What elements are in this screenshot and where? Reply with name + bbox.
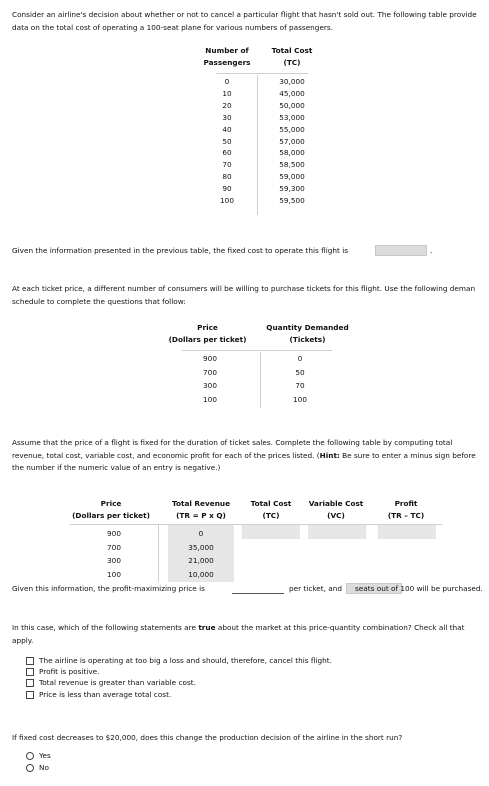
cost-passengers-cell: 50 bbox=[222, 136, 232, 146]
assume-line-1: Assume that the price of a flight is fixed for the duration of ticket sales. Complete the following table by computing total bbox=[12, 438, 453, 447]
statement-option-label: Price is less than average total cost. bbox=[39, 689, 172, 699]
passengers-header: Number of Passengers bbox=[203, 46, 251, 67]
hint-label: Hint: bbox=[319, 450, 340, 460]
cost-total-cell: 58,500 bbox=[279, 160, 305, 170]
radio-yes[interactable] bbox=[26, 752, 34, 760]
radio-no[interactable] bbox=[26, 764, 34, 772]
total-revenue-cell: 35,000 bbox=[188, 542, 214, 552]
statement-checkbox[interactable] bbox=[26, 668, 34, 676]
cost-passengers-cell: 60 bbox=[222, 148, 232, 158]
demand-qty-cell: 50 bbox=[295, 367, 305, 377]
vc-input-cell[interactable] bbox=[308, 555, 366, 566]
fixed-cost-prompt: Given the information presented in the previous table, the fixed cost to operate this flight is bbox=[12, 246, 349, 255]
fixed-cost-input[interactable] bbox=[375, 245, 427, 256]
tc-input-cell[interactable] bbox=[242, 569, 300, 580]
profit-price-cell: 900 bbox=[107, 529, 121, 538]
intro-text bbox=[12, 9, 487, 34]
fixed-decrease-question: If fixed cost decreases to $20,000, does this change the production decision of the airline in the short run? bbox=[12, 733, 403, 742]
radio-no-label: No bbox=[39, 763, 49, 772]
total-revenue-cell: 21,000 bbox=[188, 556, 214, 566]
statement-option-label: The airline is operating at too big a loss and should, therefore, cancel this flight. bbox=[39, 656, 332, 665]
statement-option-label: Profit is positive. bbox=[39, 667, 100, 677]
cost-passengers-cell: 10 bbox=[222, 88, 232, 98]
vc-input-cell[interactable] bbox=[308, 527, 366, 540]
cost-passengers-cell: 0 bbox=[224, 77, 230, 86]
demand-intro-line-1: At each ticket price, a different number of consumers will be willing to purchase tickets for this flight. Use the following deman bbox=[12, 284, 476, 293]
vc-input-cell[interactable] bbox=[308, 542, 366, 553]
demand-intro-line-2: schedule to complete the questions that follow: bbox=[12, 296, 186, 306]
profit-price-cell: 700 bbox=[107, 542, 121, 552]
cost-passengers-cell: 90 bbox=[222, 184, 232, 194]
cost-passengers-cell: 70 bbox=[222, 160, 232, 170]
demand-price-cell: 100 bbox=[203, 394, 217, 404]
statement-checkbox[interactable] bbox=[26, 691, 34, 699]
profit-input-cell[interactable] bbox=[378, 569, 436, 580]
demand-qty-cell: 100 bbox=[293, 394, 307, 404]
profit-tc-header: Total Cost (TC) bbox=[250, 499, 292, 520]
cost-passengers-cell: 40 bbox=[222, 124, 232, 134]
cost-total-cell: 53,000 bbox=[279, 112, 305, 122]
maximizing-prefix: Given this information, the profit-maximizing price is bbox=[12, 584, 205, 593]
radio-yes-label: Yes bbox=[39, 751, 51, 760]
fixed-cost-suffix: . bbox=[430, 246, 433, 255]
cost-total-cell: 57,000 bbox=[279, 136, 305, 146]
assume-line-3: the number if the numeric value of an entry is negative.) bbox=[12, 463, 221, 472]
demand-price-cell: 700 bbox=[203, 367, 217, 377]
demand-price-cell: 900 bbox=[203, 354, 217, 363]
profit-header: Profit (TR – TC) bbox=[387, 499, 425, 520]
cost-passengers-cell: 100 bbox=[220, 196, 234, 205]
profit-input-cell[interactable] bbox=[378, 527, 436, 540]
assume-line-2: revenue, total cost, variable cost, and economic profit for each of the prices listed. (Hint: Be sure to enter a minus sign before bbox=[12, 450, 476, 460]
intro-line-2: data on the total cost of operating a 100-seat plane for various numbers of passengers. bbox=[12, 22, 334, 32]
maximizing-suffix: seats out of 100 will be purchased. bbox=[355, 584, 483, 593]
total-cost-header: Total Cost (TC) bbox=[271, 46, 313, 67]
profit-price-header: Price (Dollars per ticket) bbox=[72, 499, 150, 520]
tc-input-cell[interactable] bbox=[242, 555, 300, 566]
statement-option-label: Total revenue is greater than variable cost. bbox=[39, 678, 196, 688]
total-revenue-cell: 0 bbox=[198, 529, 204, 538]
cost-total-cell: 58,000 bbox=[279, 148, 305, 158]
intro-line-1: Consider an airline's decision about whether or not to cancel a particular flight that hasn't sold out. The following table provide bbox=[12, 10, 477, 19]
demand-intro bbox=[12, 283, 487, 308]
tc-input-cell[interactable] bbox=[242, 542, 300, 553]
profit-price-cell: 300 bbox=[107, 556, 121, 566]
total-revenue-cell: 10,000 bbox=[188, 570, 214, 580]
quantity-header: Quantity Demanded (Tickets) bbox=[266, 323, 349, 344]
statement-checkbox[interactable] bbox=[26, 657, 34, 665]
cost-passengers-cell: 80 bbox=[222, 172, 232, 182]
cost-passengers-cell: 30 bbox=[222, 112, 232, 122]
demand-price-header: Price (Dollars per ticket) bbox=[168, 323, 247, 344]
statements-question: In this case, which of the following statements are true about the market at this price-quantity combination? Check all that apply. bbox=[12, 623, 465, 645]
demand-qty-cell: 70 bbox=[295, 381, 305, 391]
cost-passengers-cell: 20 bbox=[222, 100, 232, 110]
variable-cost-header: Variable Cost (VC) bbox=[308, 499, 364, 520]
assume-text bbox=[12, 437, 487, 475]
cost-total-cell: 59,000 bbox=[279, 172, 305, 182]
cost-total-cell: 55,000 bbox=[279, 124, 305, 134]
maximizing-middle: per ticket, and bbox=[289, 584, 343, 593]
statement-checkbox[interactable] bbox=[26, 679, 34, 687]
profit-input-cell[interactable] bbox=[378, 555, 436, 566]
true-emphasis: true bbox=[198, 623, 216, 632]
cost-total-cell: 59,300 bbox=[279, 184, 305, 194]
cost-total-cell: 45,000 bbox=[279, 88, 305, 98]
demand-qty-cell: 0 bbox=[297, 354, 303, 363]
max-price-input[interactable] bbox=[232, 584, 284, 594]
cost-total-cell: 59,500 bbox=[279, 196, 305, 205]
vc-input-cell[interactable] bbox=[308, 569, 366, 580]
cost-total-cell: 30,000 bbox=[279, 77, 305, 86]
profit-price-cell: 100 bbox=[107, 570, 121, 580]
demand-price-cell: 300 bbox=[203, 381, 217, 391]
total-revenue-header: Total Revenue (TR = P x Q) bbox=[171, 499, 231, 520]
tc-input-cell[interactable] bbox=[242, 527, 300, 540]
cost-total-cell: 50,000 bbox=[279, 100, 305, 110]
profit-input-cell[interactable] bbox=[378, 542, 436, 553]
